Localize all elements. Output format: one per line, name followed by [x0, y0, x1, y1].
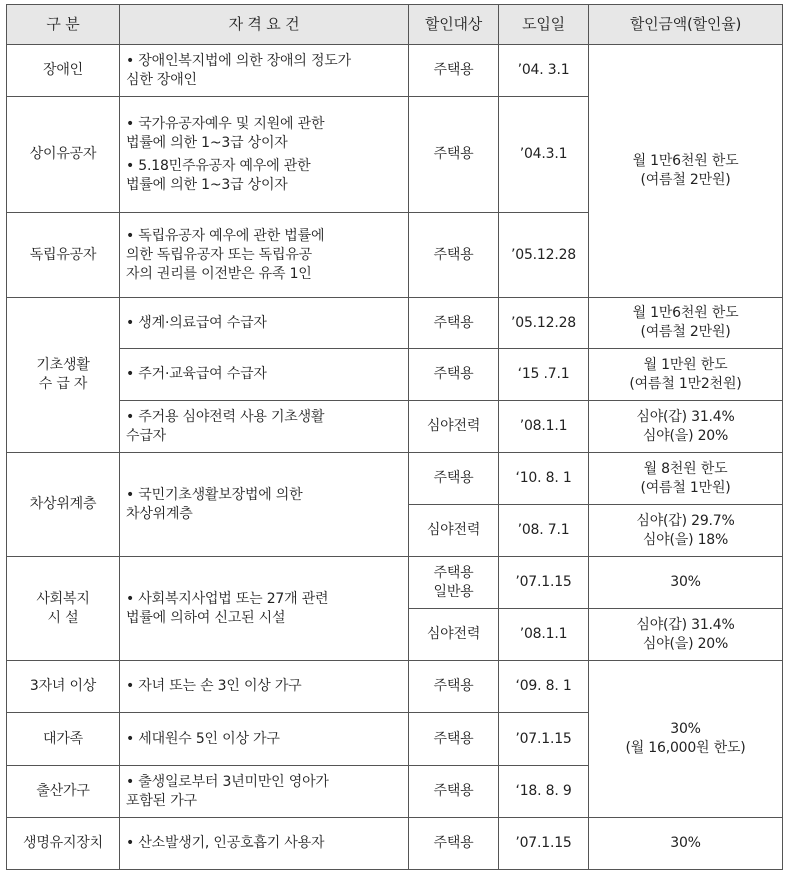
table-row [7, 661, 783, 713]
date-cell: ’04.3.1 [499, 97, 589, 213]
amount-line: 월 1만6천원 한도 [632, 153, 739, 169]
amount-line: 월 1만6천원 한도 [632, 305, 739, 321]
table-row [7, 557, 783, 609]
category-cell: 차상위계층 [7, 453, 120, 557]
date-cell: ‘15 .7.1 [499, 349, 589, 401]
amount-line: (여름철 2만원) [640, 172, 731, 188]
condition-line: 수급자 [126, 427, 166, 444]
amount-cell [589, 505, 783, 557]
amount-cell: 30% [589, 818, 783, 870]
date-cell: ’07.1.15 [499, 818, 589, 870]
amount-line: 월 8천원 한도 [643, 460, 728, 477]
conditions-cell [120, 766, 409, 818]
condition-line: 자의 권리를 이전받은 유족 1인 [126, 265, 312, 282]
target-cell: 심야전력 [409, 609, 499, 661]
table-row [7, 453, 783, 505]
target-cell: 주택용 [409, 818, 499, 870]
category-line: 시 설 [47, 609, 79, 626]
amount-cell-merged [589, 45, 783, 298]
conditions-cell [120, 818, 409, 870]
date-cell: ’08.1.1 [499, 401, 589, 453]
condition-line: 심한 장애인 [126, 71, 197, 88]
conditions-cell [120, 213, 409, 298]
table-row [7, 818, 783, 870]
target-line: 주택용 [433, 564, 474, 581]
amount-line: 심야(을) 20% [642, 635, 729, 652]
discount-table [6, 4, 783, 870]
conditions-cell [120, 713, 409, 766]
header-date: 도입일 [499, 5, 589, 45]
date-cell: ‘18. 8. 9 [499, 766, 589, 818]
category-cell [7, 298, 120, 453]
conditions-cell [120, 557, 409, 661]
conditions-cell [120, 298, 409, 349]
table-row [7, 45, 783, 97]
conditions-cell [120, 661, 409, 713]
condition-line: • 출생일로부터 3년미만인 영아가 [126, 773, 329, 790]
target-cell [409, 557, 499, 609]
amount-line: (월 16,000원 한도) [625, 740, 746, 756]
amount-line: 30% [670, 721, 701, 737]
condition-line: 법률에 의한 1~3급 상이자 [126, 134, 288, 151]
category-line: 수 급 자 [38, 376, 88, 392]
category-cell: 생명유지장치 [7, 818, 120, 870]
amount-line: 심야(을) 20% [642, 427, 729, 444]
target-cell: 심야전력 [409, 401, 499, 453]
category-cell: 3자녀 이상 [7, 661, 120, 713]
condition-line: • 장애인복지법에 의한 장애의 정도가 [126, 52, 351, 69]
date-cell: ’07.1.15 [499, 557, 589, 609]
condition-line: • 주거·교육급여 수급자 [126, 366, 267, 382]
amount-line: 심야(갑) 29.7% [636, 512, 735, 529]
condition-line: • 세대원수 5인 이상 가구 [126, 730, 280, 747]
date-cell: ’07.1.15 [499, 713, 589, 766]
conditions-cell [120, 349, 409, 401]
amount-cell [589, 349, 783, 401]
amount-line: 심야(갑) 31.4% [636, 616, 735, 633]
condition-line: • 산소발생기, 인공호흡기 사용자 [126, 835, 325, 851]
category-cell: 장애인 [7, 45, 120, 97]
header-amount: 할인금액(할인율) [589, 5, 783, 45]
condition-line: 포함된 가구 [126, 792, 197, 809]
target-cell: 심야전력 [409, 505, 499, 557]
amount-cell [589, 298, 783, 349]
date-cell: ‘10. 8. 1 [499, 453, 589, 505]
condition-line: • 주거용 심야전력 사용 기초생활 [126, 408, 325, 425]
header-target: 할인대상 [409, 5, 499, 45]
target-cell: 주택용 [409, 713, 499, 766]
amount-cell [589, 609, 783, 661]
date-cell: ’05.12.28 [499, 298, 589, 349]
amount-cell [589, 453, 783, 505]
header-conditions: 자 격 요 건 [120, 5, 409, 45]
date-cell: ’05.12.28 [499, 213, 589, 298]
target-line: 일반용 [433, 583, 474, 600]
date-cell: ‘09. 8. 1 [499, 661, 589, 713]
condition-line: • 국가유공자예우 및 지원에 관한 [126, 115, 325, 132]
amount-cell [589, 401, 783, 453]
target-cell: 주택용 [409, 213, 499, 298]
amount-line: (여름철 1만원) [640, 479, 731, 496]
date-cell: ’08. 7.1 [499, 505, 589, 557]
category-cell: 대가족 [7, 713, 120, 766]
target-cell: 주택용 [409, 45, 499, 97]
conditions-cell [120, 453, 409, 557]
amount-line: (여름철 2만원) [640, 324, 731, 340]
header-row [7, 5, 783, 45]
condition-line: • 생계·의료급여 수급자 [126, 314, 267, 331]
amount-line: 심야(을) 18% [642, 531, 729, 548]
condition-line: • 사회복지사업법 또는 27개 관련 [126, 590, 329, 607]
date-cell: ’08.1.1 [499, 609, 589, 661]
condition-line: 법률에 의하여 신고된 시설 [126, 609, 286, 626]
category-cell [7, 557, 120, 661]
condition-line: • 자녀 또는 손 3인 이상 가구 [126, 678, 302, 694]
header-category: 구 분 [7, 5, 120, 45]
target-cell: 주택용 [409, 766, 499, 818]
amount-cell-merged [589, 661, 783, 818]
condition-line: • 독립유공자 예우에 관한 법률에 [126, 227, 325, 244]
target-cell: 주택용 [409, 453, 499, 505]
condition-line: • 5.18민주유공자 예우에 관한 [126, 157, 311, 174]
amount-line: 월 1만원 한도 [643, 356, 728, 373]
condition-line: • 국민기초생활보장법에 의한 [126, 486, 303, 503]
target-cell: 주택용 [409, 97, 499, 213]
condition-line: 차상위계층 [126, 505, 193, 522]
category-cell: 출산가구 [7, 766, 120, 818]
table-row [7, 349, 783, 401]
table-row [7, 298, 783, 349]
category-cell: 독립유공자 [7, 213, 120, 298]
category-line: 기초생활 [36, 357, 90, 373]
amount-cell: 30% [589, 557, 783, 609]
category-cell: 상이유공자 [7, 97, 120, 213]
date-cell: ’04. 3.1 [499, 45, 589, 97]
condition-line: 법률에 의한 1~3급 상이자 [126, 176, 288, 193]
target-cell: 주택용 [409, 661, 499, 713]
conditions-cell [120, 97, 409, 213]
table-row [7, 401, 783, 453]
amount-line: 심야(갑) 31.4% [636, 408, 735, 425]
amount-line: (여름철 1만2천원) [629, 375, 742, 392]
conditions-cell [120, 45, 409, 97]
category-line: 사회복지 [36, 590, 90, 607]
conditions-cell [120, 401, 409, 453]
target-cell: 주택용 [409, 349, 499, 401]
target-cell: 주택용 [409, 298, 499, 349]
condition-line: 의한 독립유공자 또는 독립유공 [126, 246, 312, 263]
